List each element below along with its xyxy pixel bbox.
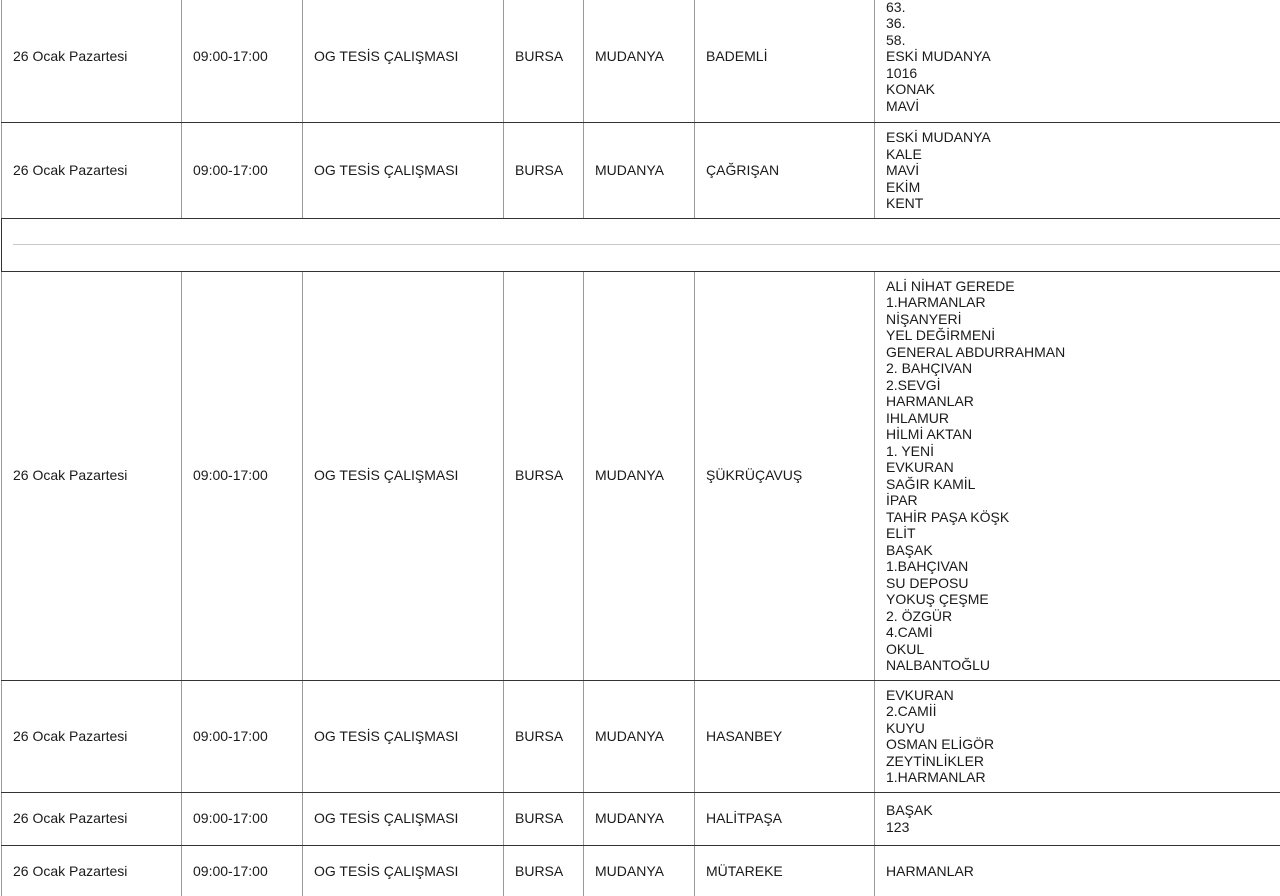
street-name: ZEYTİNLİKLER xyxy=(886,752,985,769)
street-name: NİŞANYERİ xyxy=(886,310,962,327)
separator-line xyxy=(13,244,1280,245)
street-name: 36. xyxy=(886,15,906,32)
streets-cell xyxy=(875,680,1280,792)
date-cell: 26 Ocak Pazartesi xyxy=(2,792,182,845)
street-name: 123 xyxy=(886,818,910,835)
district-cell: MUDANYA xyxy=(584,845,695,896)
work-type-cell: OG TESİS ÇALIŞMASI xyxy=(303,680,504,792)
street-name: GENERAL ABDURRAHMAN xyxy=(886,343,1066,360)
district-cell: MUDANYA xyxy=(584,680,695,792)
street-name: EKİM xyxy=(886,178,921,195)
street-name: TAHİR PAŞA KÖŞK xyxy=(886,508,1010,525)
city-cell: BURSA xyxy=(504,792,584,845)
time-cell: 09:00-17:00 xyxy=(182,845,303,896)
streets-cell xyxy=(875,123,1280,219)
table-row xyxy=(2,0,1280,123)
street-name: 1.HARMANLAR xyxy=(886,294,986,310)
street-name: SAĞIR KAMİL xyxy=(886,475,976,492)
street-name: 63. xyxy=(886,0,906,15)
street-name: 58. xyxy=(886,31,906,48)
district-cell: MUDANYA xyxy=(584,0,695,123)
city-cell: BURSA xyxy=(504,680,584,792)
city-cell: BURSA xyxy=(504,123,584,219)
street-name: ESKİ MUDANYA xyxy=(886,129,991,145)
street-name: NALBANTOĞLU xyxy=(886,657,990,673)
street-name: HARMANLAR xyxy=(886,393,974,409)
time-cell: 09:00-17:00 xyxy=(182,0,303,123)
street-name: IHLAMUR xyxy=(886,409,950,426)
street-name: ESKİ MUDANYA xyxy=(886,48,991,65)
street-name: SU DEPOSU xyxy=(886,574,969,591)
city-cell: BURSA xyxy=(504,845,584,896)
street-name: EVKURAN xyxy=(886,686,954,703)
street-name: 4.CAMİ xyxy=(886,624,933,640)
street-name: 2. ÖZGÜR xyxy=(886,607,953,624)
date-cell: 26 Ocak Pazartesi xyxy=(2,845,182,896)
streets-cell xyxy=(875,792,1280,845)
street-name: YOKUŞ ÇEŞME xyxy=(886,591,989,607)
street-name: ELİT xyxy=(886,525,916,541)
street-name: OKUL xyxy=(886,640,925,657)
street-name: İPAR xyxy=(886,492,918,508)
time-cell: 09:00-17:00 xyxy=(182,680,303,792)
street-name: 2. BAHÇIVAN xyxy=(886,360,973,376)
table-row xyxy=(2,680,1280,792)
city-cell: BURSA xyxy=(504,271,584,680)
district-cell: MUDANYA xyxy=(584,123,695,219)
table-row xyxy=(2,792,1280,845)
city-cell: BURSA xyxy=(504,0,584,123)
street-name: KUYU xyxy=(886,719,925,736)
street-name: HARMANLAR xyxy=(886,863,974,880)
time-cell: 09:00-17:00 xyxy=(182,792,303,845)
separator-cell xyxy=(2,218,1280,271)
district-cell: MUDANYA xyxy=(584,271,695,680)
street-name: 2.SEVGİ xyxy=(886,376,941,393)
street-name: KALE xyxy=(886,145,922,162)
work-type-cell: OG TESİS ÇALIŞMASI xyxy=(303,0,504,123)
street-name: YEL DEĞİRMENİ xyxy=(886,327,996,343)
street-name: OSMAN ELİGÖR xyxy=(886,736,995,752)
street-name: 1. YENİ xyxy=(886,442,934,459)
date-cell: 26 Ocak Pazartesi xyxy=(2,0,182,123)
street-name: HİLMİ AKTAN xyxy=(886,426,973,442)
table-body xyxy=(2,0,1280,896)
street-name: BAŞAK xyxy=(886,541,933,558)
table-row xyxy=(2,845,1280,896)
neighborhood-cell: HALİTPAŞA xyxy=(695,792,875,845)
streets-cell xyxy=(875,0,1280,123)
separator-row xyxy=(2,218,1280,271)
table-row xyxy=(2,123,1280,219)
street-name: 1.HARMANLAR xyxy=(886,769,986,785)
street-name: 2.CAMİİ xyxy=(886,703,937,719)
streets-cell xyxy=(875,845,1280,896)
street-name: MAVİ xyxy=(886,162,920,178)
date-cell: 26 Ocak Pazartesi xyxy=(2,271,182,680)
neighborhood-cell: ŞÜKRÜÇAVUŞ xyxy=(695,271,875,680)
outage-table-container xyxy=(1,0,1280,896)
streets-cell xyxy=(875,271,1280,680)
neighborhood-cell: BADEMLİ xyxy=(695,0,875,123)
street-name: KONAK xyxy=(886,81,936,98)
neighborhood-cell: MÜTAREKE xyxy=(695,845,875,896)
street-name: MAVİ xyxy=(886,97,920,114)
table-row xyxy=(2,271,1280,680)
street-name: EVKURAN xyxy=(886,459,954,475)
work-type-cell: OG TESİS ÇALIŞMASI xyxy=(303,792,504,845)
work-type-cell: OG TESİS ÇALIŞMASI xyxy=(303,123,504,219)
street-name: KENT xyxy=(886,195,924,211)
street-name: 1016 xyxy=(886,64,918,81)
street-name: 1.BAHÇIVAN xyxy=(886,558,969,574)
date-cell: 26 Ocak Pazartesi xyxy=(2,680,182,792)
work-type-cell: OG TESİS ÇALIŞMASI xyxy=(303,271,504,680)
time-cell: 09:00-17:00 xyxy=(182,123,303,219)
neighborhood-cell: HASANBEY xyxy=(695,680,875,792)
work-type-cell: OG TESİS ÇALIŞMASI xyxy=(303,845,504,896)
time-cell: 09:00-17:00 xyxy=(182,271,303,680)
date-cell: 26 Ocak Pazartesi xyxy=(2,123,182,219)
district-cell: MUDANYA xyxy=(584,792,695,845)
outage-schedule-table xyxy=(1,0,1280,896)
street-name: BAŞAK xyxy=(886,802,933,818)
street-name: ALİ NİHAT GEREDE xyxy=(886,277,1015,294)
neighborhood-cell: ÇAĞRIŞAN xyxy=(695,123,875,219)
